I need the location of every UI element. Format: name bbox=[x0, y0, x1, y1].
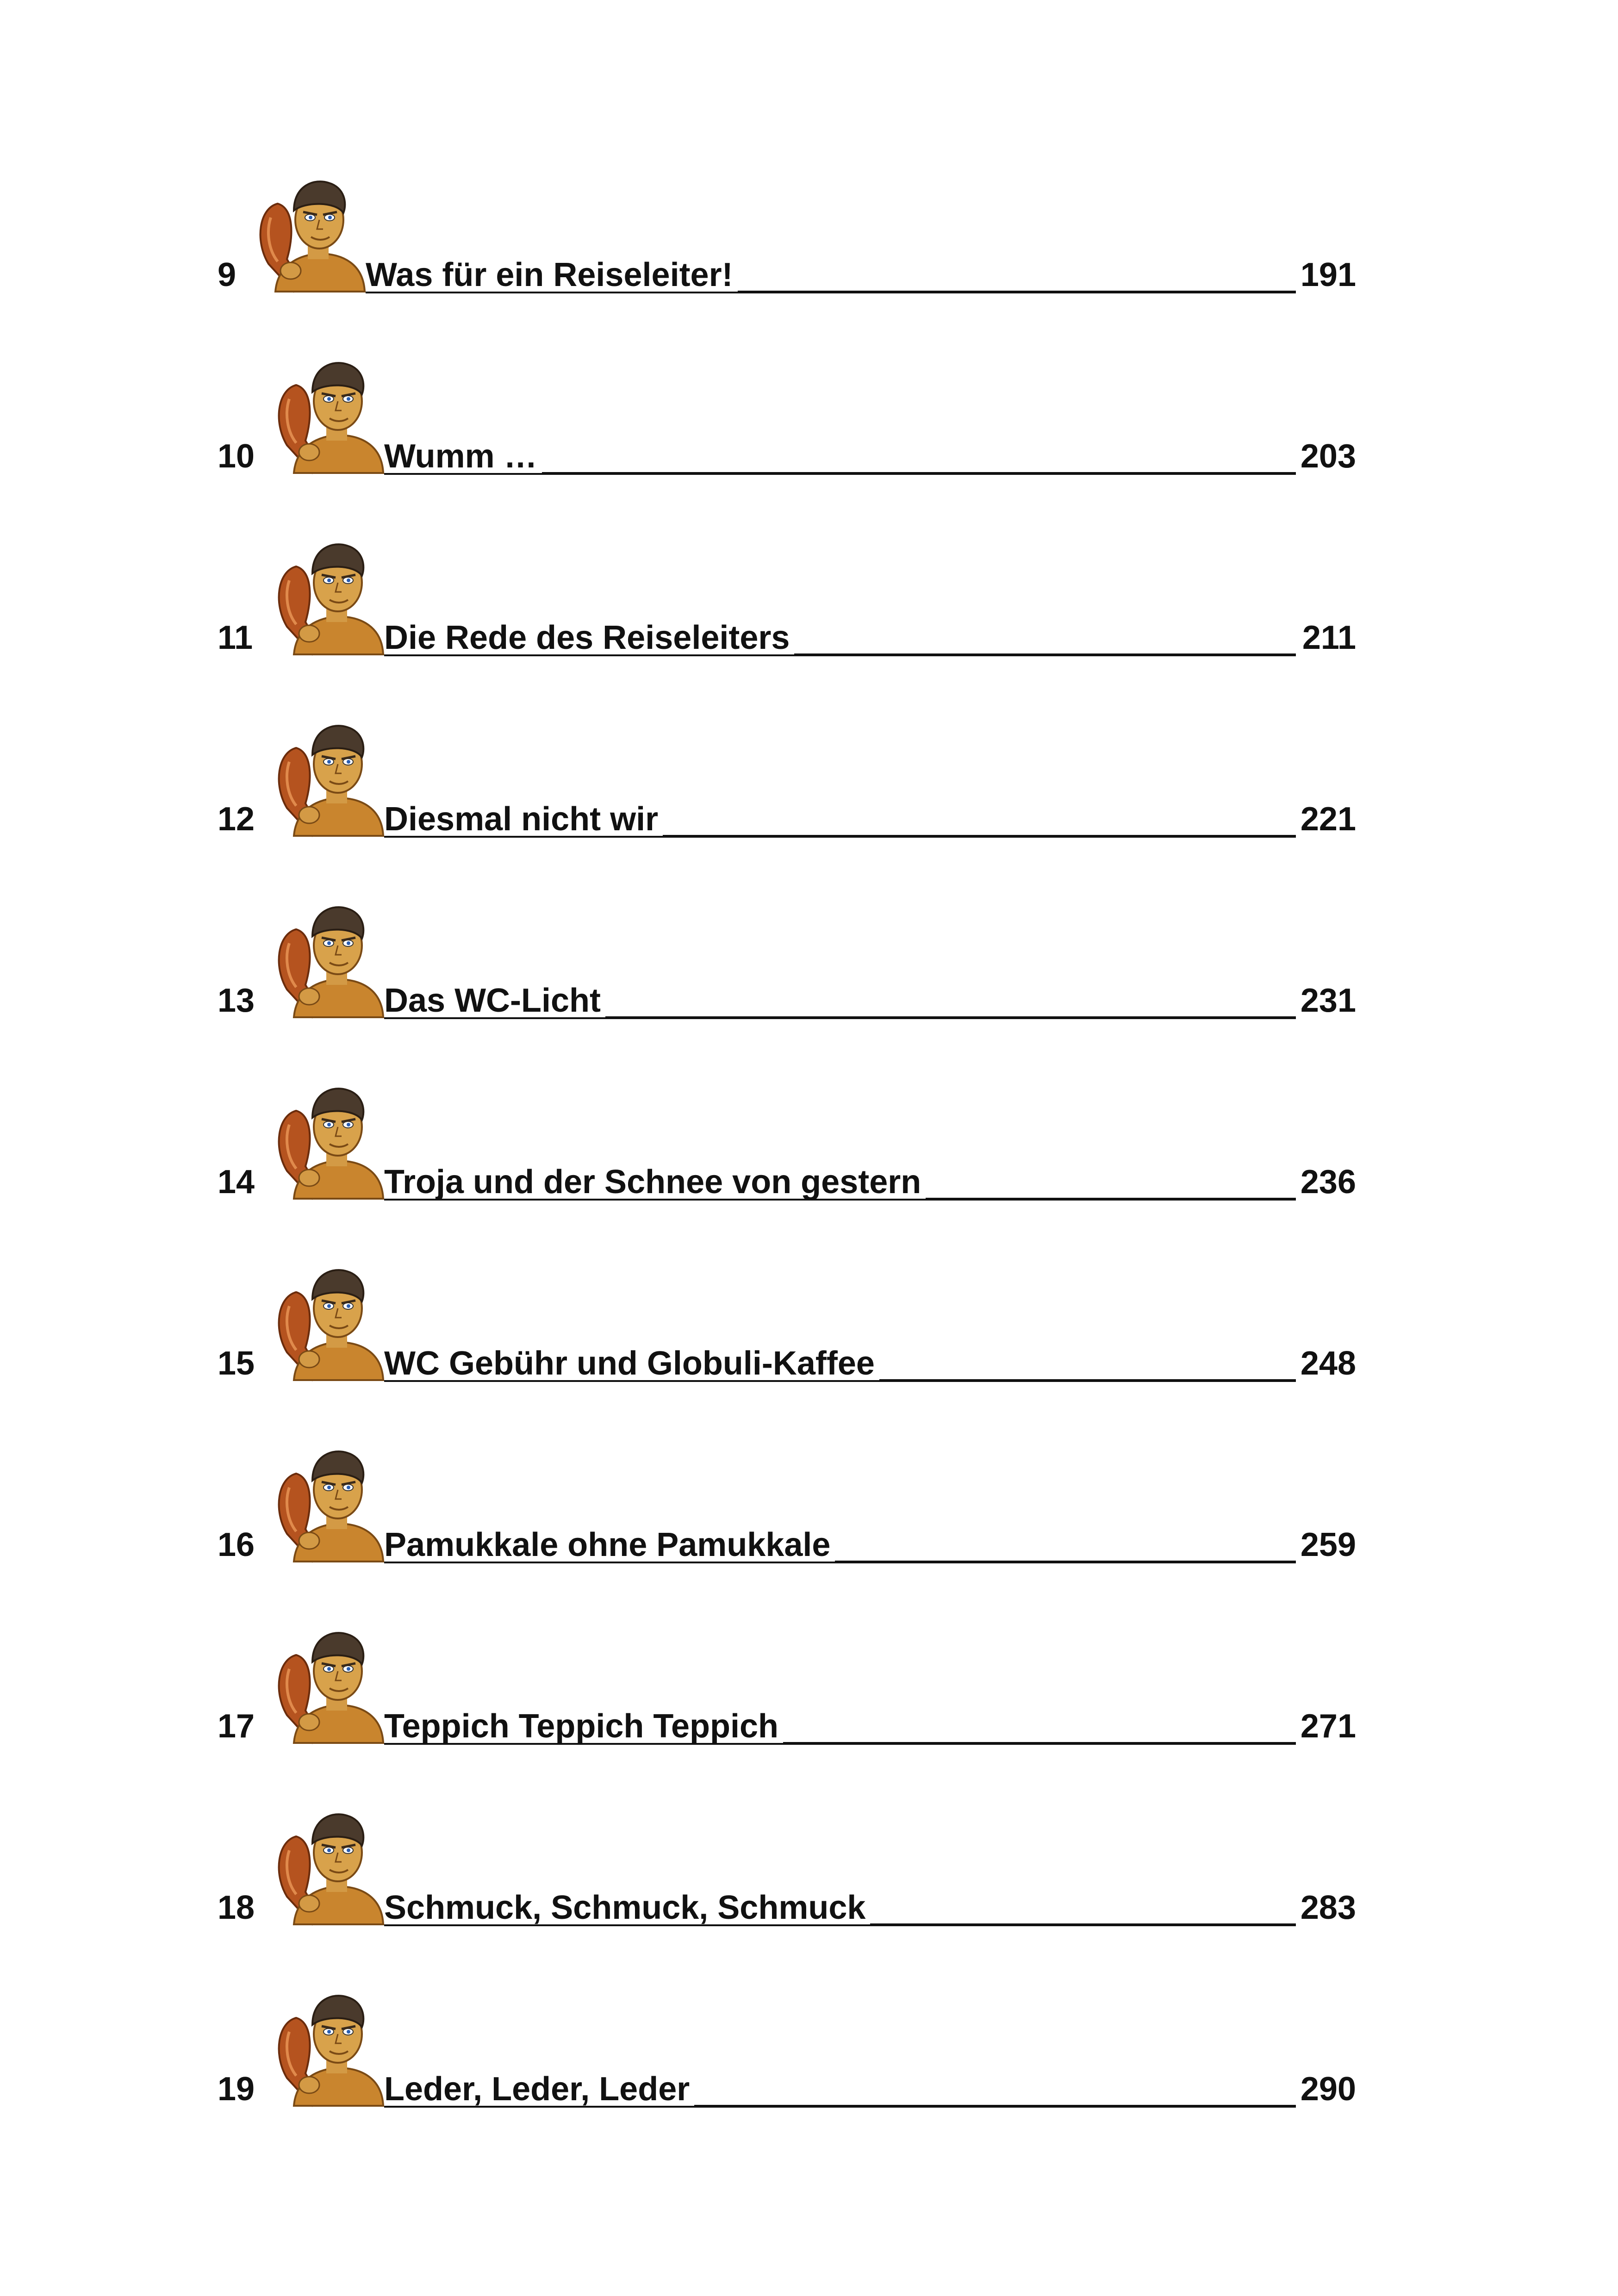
toc-entry[interactable] bbox=[218, 1967, 1356, 2106]
toc-entry[interactable] bbox=[218, 1241, 1356, 1380]
page-number: 221 bbox=[1300, 801, 1356, 838]
chapter-number: 12 bbox=[218, 801, 255, 838]
chapter-number: 15 bbox=[218, 1345, 255, 1382]
caveman-with-club-icon bbox=[250, 176, 366, 296]
toc-entry[interactable] bbox=[218, 1060, 1356, 1199]
toc-entry[interactable] bbox=[218, 1604, 1356, 1743]
caveman-with-club-icon bbox=[268, 1446, 384, 1566]
page-number: 283 bbox=[1300, 1889, 1356, 1926]
caveman-with-club-icon bbox=[268, 1627, 384, 1748]
page-number: 236 bbox=[1300, 1164, 1356, 1201]
caveman-with-club-icon bbox=[268, 539, 384, 659]
page-number: 290 bbox=[1300, 2071, 1356, 2108]
page-number: 191 bbox=[1300, 256, 1356, 293]
chapter-title: Troja und der Schnee von gestern bbox=[384, 1165, 926, 1199]
chapter-number: 11 bbox=[218, 619, 253, 656]
caveman-with-club-icon bbox=[268, 1264, 384, 1385]
toc-entry[interactable] bbox=[218, 1786, 1356, 1924]
toc-entry[interactable] bbox=[218, 516, 1356, 654]
toc-entry[interactable] bbox=[218, 153, 1356, 292]
toc-entry[interactable] bbox=[218, 1423, 1356, 1562]
toc-entry[interactable] bbox=[218, 334, 1356, 473]
caveman-with-club-icon bbox=[268, 902, 384, 1022]
page-number: 203 bbox=[1300, 438, 1356, 475]
chapter-number: 10 bbox=[218, 438, 255, 475]
page-number: 259 bbox=[1300, 1526, 1356, 1563]
caveman-with-club-icon bbox=[268, 1809, 384, 1929]
chapter-number: 17 bbox=[218, 1708, 255, 1745]
chapter-number: 18 bbox=[218, 1889, 255, 1926]
chapter-title: Wumm … bbox=[384, 440, 542, 473]
chapter-title: Schmuck, Schmuck, Schmuck bbox=[384, 1891, 870, 1924]
chapter-number: 13 bbox=[218, 982, 255, 1019]
chapter-title: Teppich Teppich Teppich bbox=[384, 1710, 783, 1743]
chapter-title: Die Rede des Reiseleiters bbox=[384, 621, 794, 654]
page-number: 231 bbox=[1300, 982, 1356, 1019]
chapter-title: WC Gebühr und Globuli-Kaffee bbox=[384, 1347, 879, 1380]
toc-entry[interactable] bbox=[218, 697, 1356, 836]
chapter-title: Was für ein Reiseleiter! bbox=[366, 258, 738, 292]
page-number: 211 bbox=[1302, 619, 1356, 656]
page-number: 248 bbox=[1300, 1345, 1356, 1382]
page-number: 271 bbox=[1300, 1708, 1356, 1745]
caveman-with-club-icon bbox=[268, 1083, 384, 1203]
chapter-title: Leder, Leder, Leder bbox=[384, 2072, 694, 2106]
chapter-title: Diesmal nicht wir bbox=[384, 803, 663, 836]
chapter-title: Pamukkale ohne Pamukkale bbox=[384, 1528, 835, 1562]
caveman-with-club-icon bbox=[268, 1990, 384, 2110]
caveman-with-club-icon bbox=[268, 720, 384, 840]
chapter-number: 14 bbox=[218, 1164, 255, 1201]
chapter-title: Das WC-Licht bbox=[384, 984, 605, 1017]
chapter-number: 9 bbox=[218, 256, 236, 293]
chapter-number: 16 bbox=[218, 1526, 255, 1563]
toc-entry[interactable] bbox=[218, 878, 1356, 1017]
chapter-number: 19 bbox=[218, 2071, 255, 2108]
caveman-with-club-icon bbox=[268, 357, 384, 478]
